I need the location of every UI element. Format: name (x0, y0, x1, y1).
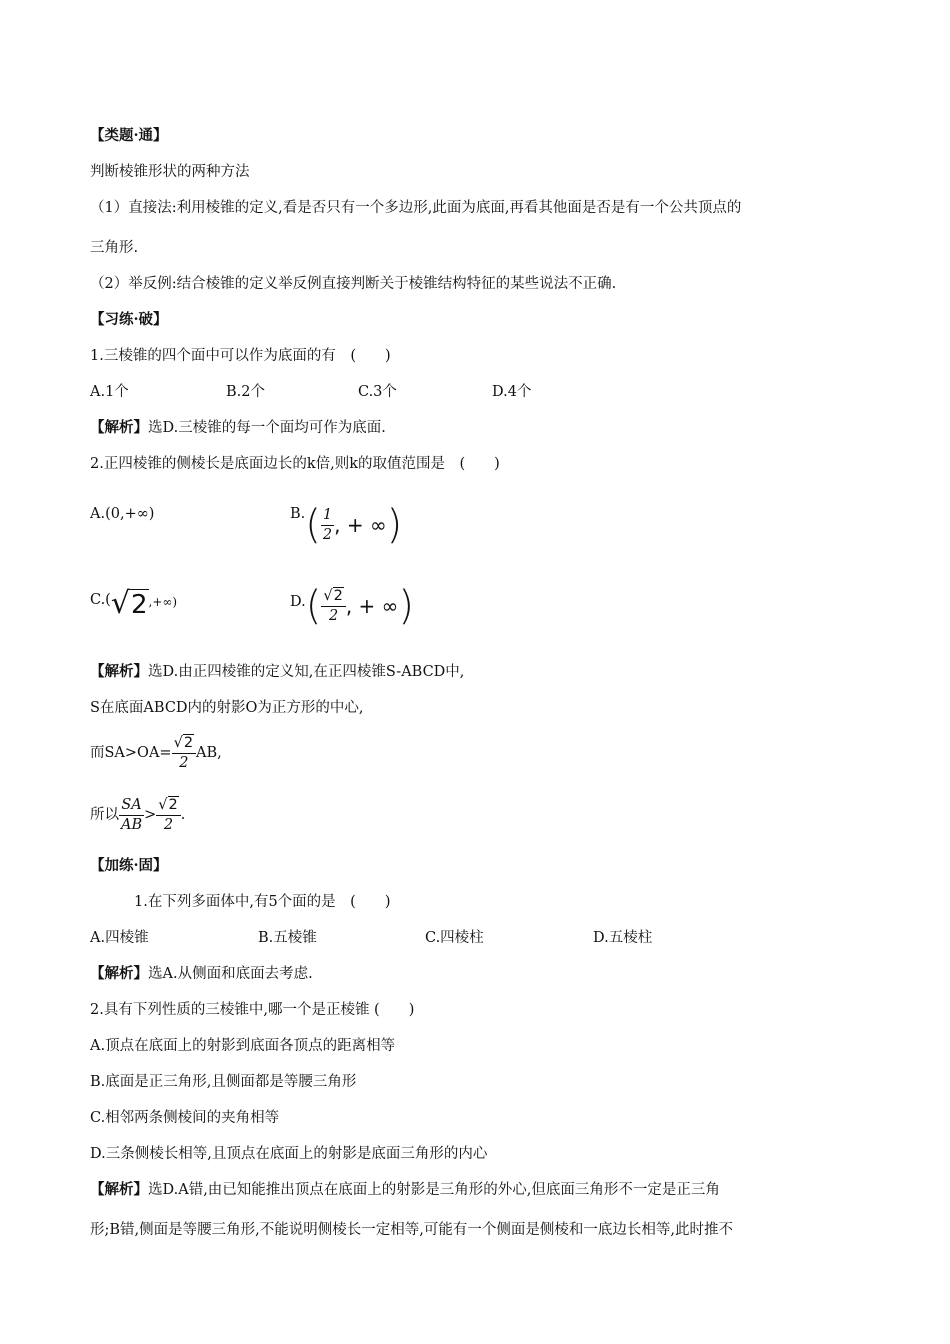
q3-option-d: D.五棱柱 (593, 930, 653, 946)
q1-option-c: C.3个 (358, 384, 397, 400)
fraction (321, 506, 334, 545)
infinity-tail: , + ∞ (334, 513, 387, 537)
answer-2-line-3 (90, 730, 222, 776)
q2-option-b-label: B. (290, 506, 306, 522)
formula-prefix: 所以 (90, 807, 119, 823)
q2-option-c-tail: ,+∞) (148, 595, 178, 609)
denominator: 2 (163, 816, 174, 833)
answer-text: 选A.从侧面和底面去考虑. (148, 966, 313, 982)
infinity-tail: , + ∞ (345, 594, 399, 618)
fraction-sqrt2-over-2 (172, 734, 196, 773)
answer-tag: 【解析】 (90, 1181, 148, 1198)
q1-option-d: D.4个 (492, 384, 532, 400)
question-3: 1.在下列多面体中,有5个面的是 ( ) (134, 894, 391, 910)
q4-option-a: A.顶点在底面上的射影到底面各顶点的距离相等 (90, 1038, 396, 1054)
q2-option-c-label: C.( (90, 592, 111, 608)
answer-2-line-1 (90, 662, 464, 682)
answer-4-line-2: 形;B错,侧面是等腰三角形,不能说明侧棱长一定相等,可能有一个侧面是侧棱和一底边长相等,此时推不 (90, 1222, 733, 1238)
method-2: （2）举反例:结合棱锥的定义举反例直接判断关于棱锥结构特征的某些说法不正确. (90, 276, 617, 292)
q4-option-d: D.三条侧棱长相等,且顶点在底面上的射影是底面三角形的内心 (90, 1146, 488, 1162)
numerator: 1 (321, 506, 334, 526)
left-paren: ( (305, 583, 322, 629)
greater-than: > (144, 807, 157, 823)
fraction (321, 587, 345, 626)
sqrt-2: √2 (110, 585, 148, 621)
answer-2-line-2: S在底面ABCD内的射影O为正方形的中心, (90, 700, 364, 716)
denominator: 2 (179, 754, 189, 771)
method-1-line-1: （1）直接法:利用棱锥的定义,看是否只有一个多边形,此面为底面,再看其他面是否是有一个公共顶点的 (90, 200, 742, 216)
q1-option-b: B.2个 (226, 384, 265, 400)
denominator: 2 (328, 607, 339, 624)
formula-prefix: 而SA>OA= (90, 745, 172, 761)
q2-option-d-label: D. (290, 594, 306, 610)
fraction-sqrt2-over-2 (156, 796, 180, 835)
q3-option-c: C.四棱柱 (425, 930, 484, 946)
numerator-sqrt-2: √2 (172, 734, 196, 754)
denominator: AB (121, 816, 143, 833)
answer-text: 选D.由正四棱锥的定义知,在正四棱锥S-ABCD中, (148, 664, 465, 680)
q1-option-a: A.1个 (90, 384, 129, 400)
numerator-sqrt-2: √2 (321, 587, 345, 607)
q3-option-b: B.五棱锥 (258, 930, 317, 946)
q4-option-c: C.相邻两条侧棱间的夹角相等 (90, 1110, 280, 1126)
answer-3 (90, 964, 313, 984)
formula-suffix: . (180, 807, 186, 823)
q2-option-c (90, 582, 177, 626)
q2-option-b (290, 500, 402, 550)
answer-text: 选D.A错,由已知能推出顶点在底面上的射影是三角形的外心,但底面三角形不一定是正三角 (148, 1182, 720, 1198)
answer-4-line-1 (90, 1180, 720, 1200)
answer-text: 选D.三棱锥的每一个面均可作为底面. (148, 420, 386, 436)
section-title-jialian: 【加练·固】 (90, 857, 168, 874)
answer-tag: 【解析】 (90, 419, 148, 436)
method-1-line-2: 三角形. (90, 240, 139, 256)
answer-tag: 【解析】 (90, 965, 148, 982)
formula-suffix: AB, (196, 745, 222, 761)
question-2: 2.正四棱锥的侧棱长是底面边长的k倍,则k的取值范围是 ( ) (90, 456, 500, 472)
section-title-leiti: 【类题·通】 (90, 127, 168, 144)
answer-2-line-4 (90, 792, 185, 838)
answer-tag: 【解析】 (90, 663, 148, 680)
q4-option-b: B.底面是正三角形,且侧面都是等腰三角形 (90, 1074, 357, 1090)
q3-option-a: A.四棱锥 (90, 930, 149, 946)
q2-option-d (290, 578, 414, 634)
q2-option-a: A.(0,+∞) (90, 506, 155, 522)
right-paren: ) (398, 583, 414, 629)
denominator: 2 (322, 526, 333, 543)
section-subtitle: 判断棱锥形状的两种方法 (90, 164, 250, 180)
numerator: SA (119, 796, 143, 816)
left-paren: ( (305, 502, 321, 548)
right-paren: ) (386, 502, 403, 548)
numerator-sqrt-2: √2 (156, 796, 180, 816)
question-1: 1.三棱锥的四个面中可以作为底面的有 ( ) (90, 348, 391, 364)
answer-1 (90, 418, 386, 438)
fraction-sa-over-ab (119, 796, 144, 835)
section-title-xilian: 【习练·破】 (90, 311, 168, 328)
question-4: 2.具有下列性质的三棱锥中,哪一个是正棱锥 ( ) (90, 1002, 415, 1018)
